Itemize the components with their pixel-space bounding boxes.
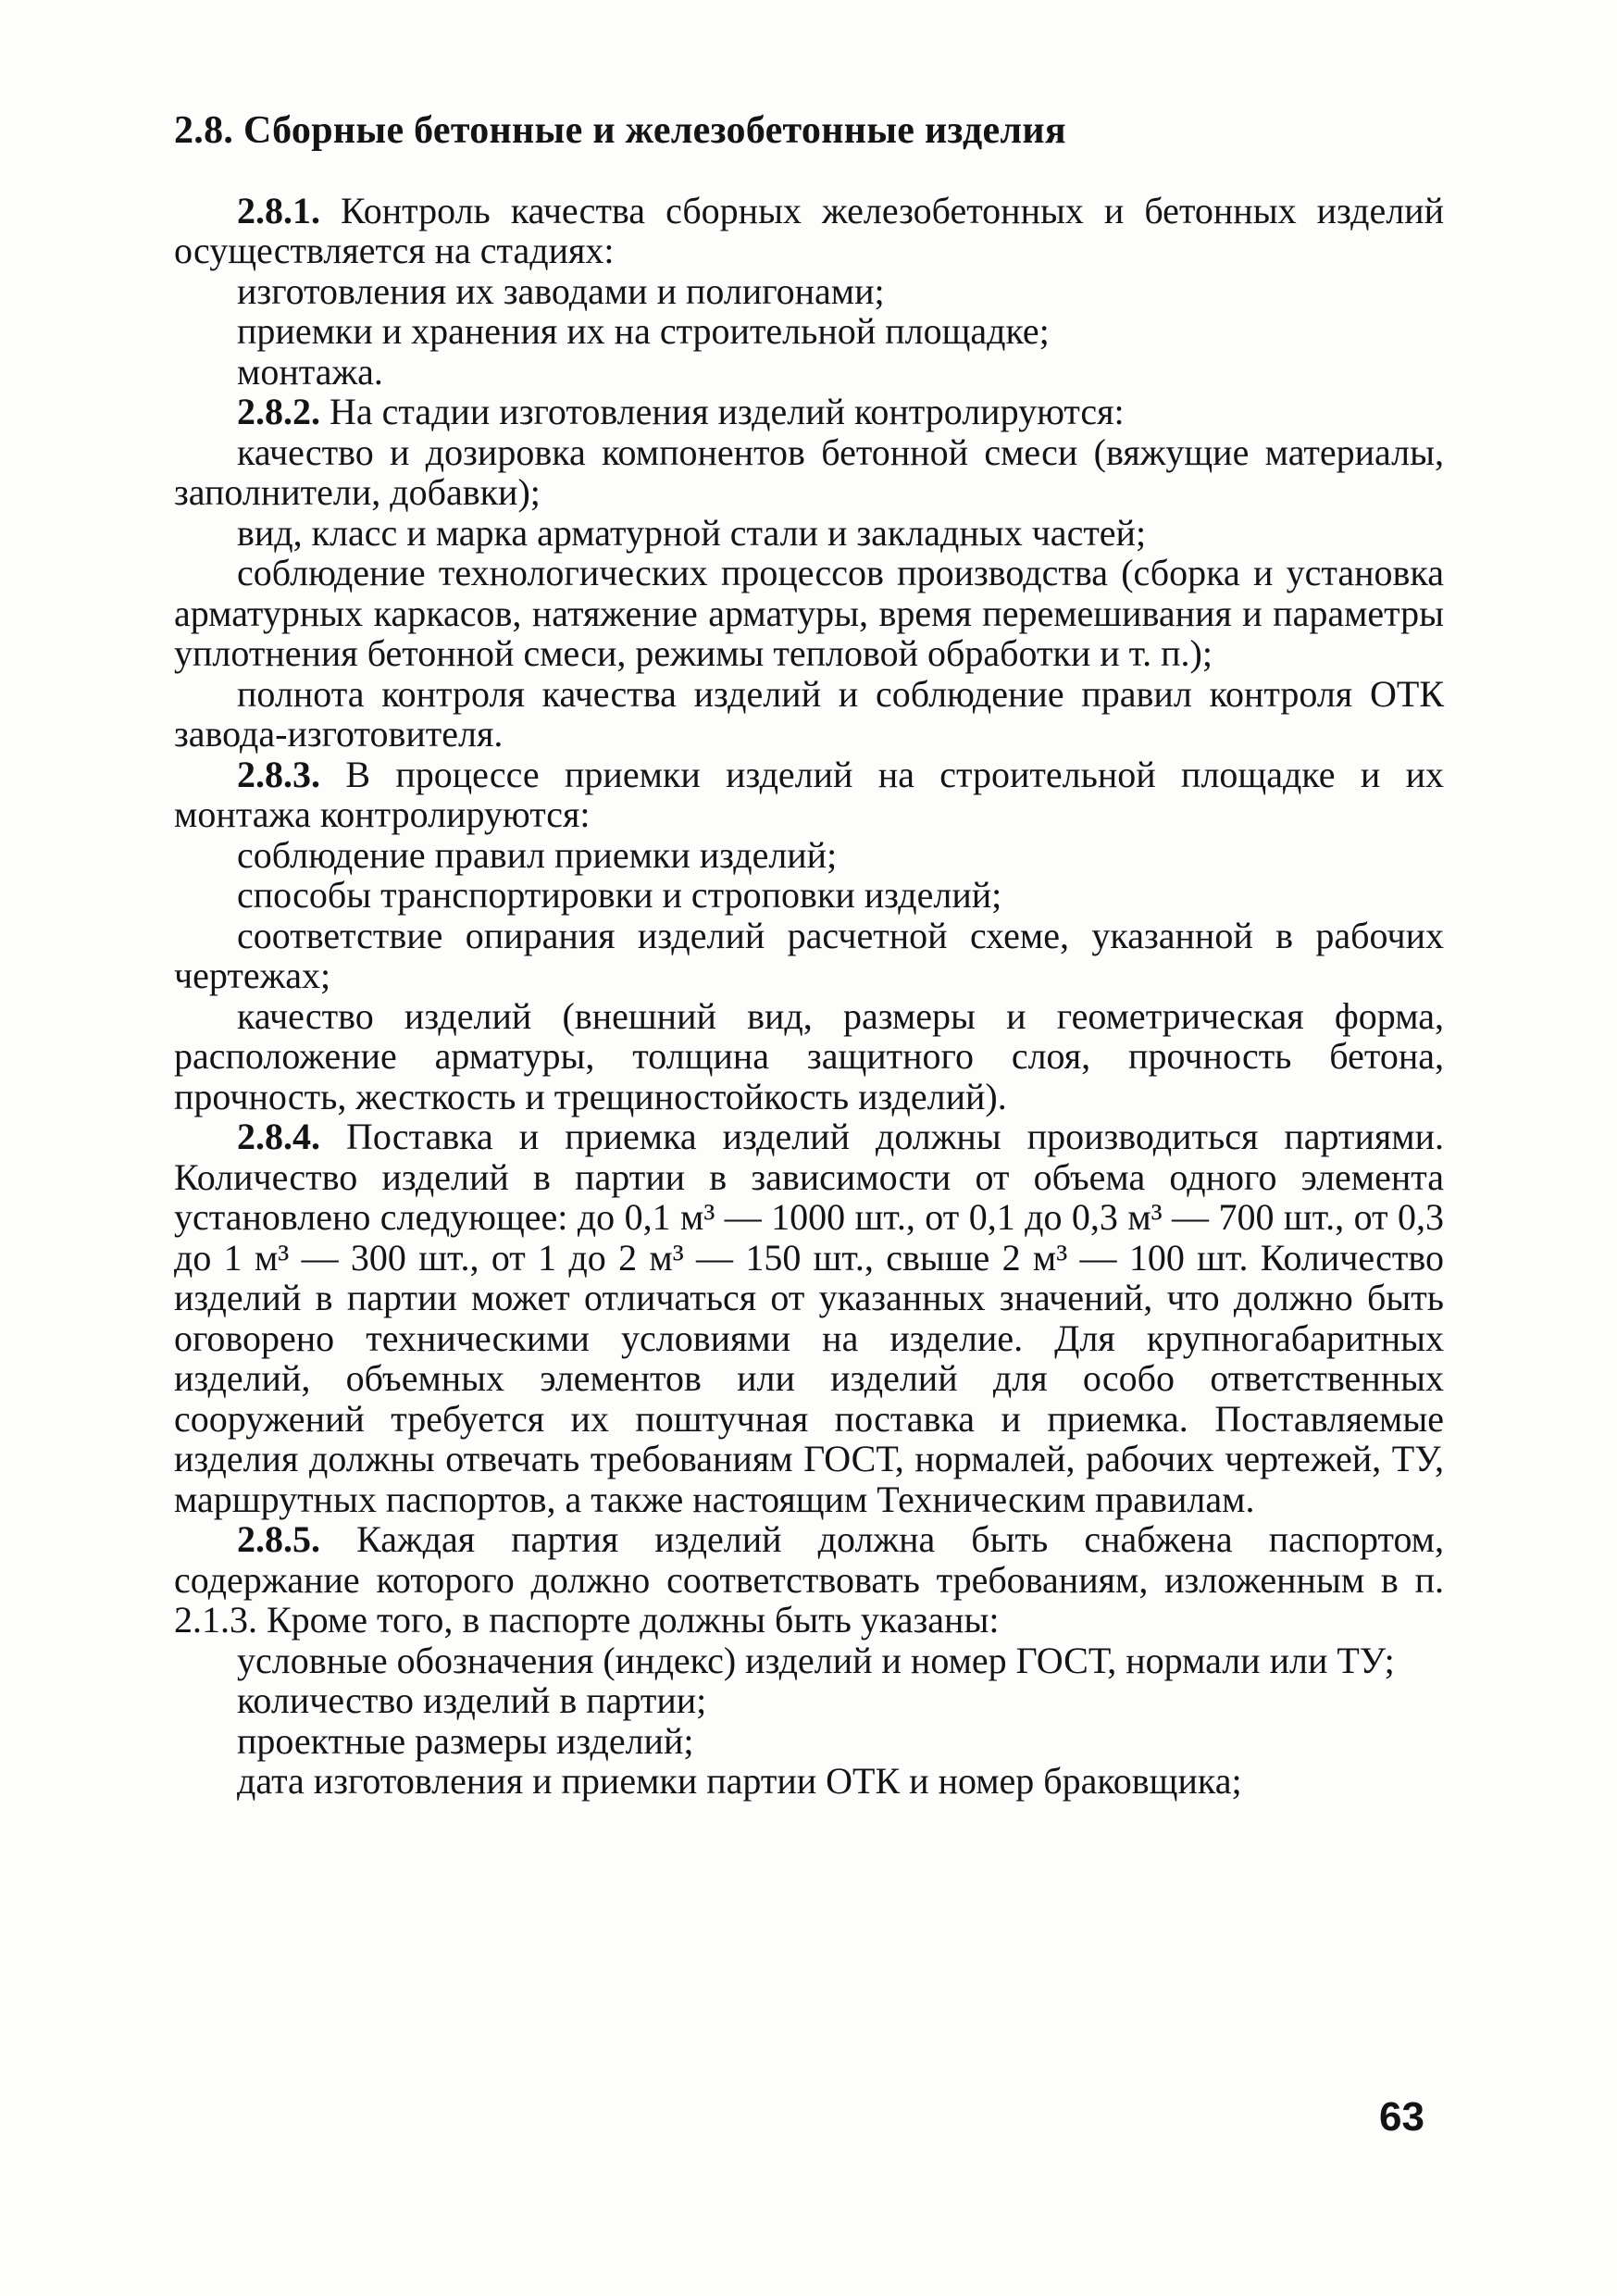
paragraph-text: приемки и хранения их на строительной площадке; xyxy=(237,310,1050,352)
list-item xyxy=(174,996,1444,1117)
paragraph-text: В процессе приемки изделий на строительной площадке и их монтажа контролируются: xyxy=(174,753,1444,835)
paragraph-text: дата изготовления и приемки партии ОТК и номер браковщика; xyxy=(237,1760,1242,1802)
paragraph-text: вид, класс и марка арматурной стали и закладных частей; xyxy=(237,511,1147,554)
list-item xyxy=(174,432,1444,513)
list-item xyxy=(174,271,1444,312)
paragraph-text: монтажа. xyxy=(237,350,383,393)
list-item xyxy=(174,1680,1444,1721)
paragraph-text: полнота контроля качества изделий и соблюдение правил контроля ОТК завода-изготовителя. xyxy=(174,672,1444,755)
numbered-paragraph xyxy=(174,191,1444,271)
list-item xyxy=(174,875,1444,916)
list-item xyxy=(174,835,1444,876)
paragraph-text: Контроль качества сборных железобетонных и бетонных изделий осуществляется на стадиях: xyxy=(174,189,1444,271)
list-item xyxy=(174,352,1444,393)
numbered-paragraph xyxy=(174,755,1444,835)
paragraph-text: способы транспортировки и строповки изделий; xyxy=(237,874,1002,916)
paragraph-text: количество изделий в партии; xyxy=(237,1679,707,1721)
clause-number: 2.8.5. xyxy=(237,1518,320,1560)
list-item xyxy=(174,1761,1444,1802)
paragraph-text: проектные размеры изделий; xyxy=(237,1719,694,1762)
numbered-paragraph xyxy=(174,392,1444,432)
clause-number: 2.8.4. xyxy=(237,1116,320,1157)
paragraph-text: качество и дозировка компонентов бетонной смеси (вяжущие материалы, заполнители, добавки); xyxy=(174,430,1444,513)
paragraph-text: На стадии изготовления изделий контролируются: xyxy=(320,391,1125,432)
numbered-paragraph xyxy=(174,1519,1444,1641)
section-body xyxy=(174,191,1444,1802)
clause-number: 2.8.3. xyxy=(237,753,320,795)
clause-number: 2.8.1. xyxy=(237,189,320,231)
paragraph-text: Поставка и приемка изделий должны производиться партиями. Количество изделий в партии в зависимости от объема одного элемента установлено следующее: до 0,1 м³ — 1000 шт., от 0,1 до 0,3 м³ — 700 шт., от 0,3 до 1 м³ — 300 шт., от 1 до 2 м³ — 150 шт., свыше 2 м³ — 100 шт. Количество изделий в партии может отличаться от указанных значений, что должно быть оговорено техническими условиями на изделие. Для крупногабаритных изделий, объемных элементов или изделий для особо ответственных сооружений требуется их поштучная поставка и приемка. Поставляемые изделия должны отвечать требованиям ГОСТ, нормалей, рабочих чертежей, ТУ, маршрутных паспортов, а также настоящим Техническим правилам. xyxy=(174,1116,1444,1520)
list-item xyxy=(174,1641,1444,1681)
list-item xyxy=(174,311,1444,352)
list-item xyxy=(174,553,1444,674)
numbered-paragraph xyxy=(174,1117,1444,1519)
page-content xyxy=(174,111,1444,1802)
list-item xyxy=(174,513,1444,554)
paragraph-text: соблюдение правил приемки изделий; xyxy=(237,833,838,876)
paragraph-text: качество изделий (внешний вид, размеры и геометрическая форма, расположение арматуры, толщина защитного слоя, прочность бетона, прочность, жесткость и трещиностойкость изделий). xyxy=(174,994,1444,1117)
paragraph-text: Каждая партия изделий должна быть снабжена паспортом, содержание которого должно соответствовать требованиям, изложенным в п. 2.1.3. Кроме того, в паспорте должны быть указаны: xyxy=(174,1518,1444,1641)
paragraph-text: условные обозначения (индекс) изделий и номер ГОСТ, нормали или ТУ; xyxy=(237,1639,1395,1681)
list-item xyxy=(174,916,1444,996)
clause-number: 2.8.2. xyxy=(237,391,320,432)
section-heading: 2.8. Сборные бетонные и железобетонные изделия xyxy=(174,109,1066,152)
page-number: 63 xyxy=(1379,2094,1424,2140)
list-item xyxy=(174,674,1444,755)
paragraph-text: изготовления их заводами и полигонами; xyxy=(237,269,885,312)
paragraph-text: соответствие опирания изделий расчетной схеме, указанной в рабочих чертежах; xyxy=(174,914,1444,996)
paragraph-text: соблюдение технологических процессов производства (сборка и установка арматурных каркасов, натяжение арматуры, время перемешивания и параметры уплотнения бетонной смеси, режимы тепловой обработки и т. п.); xyxy=(174,552,1444,674)
list-item xyxy=(174,1721,1444,1762)
